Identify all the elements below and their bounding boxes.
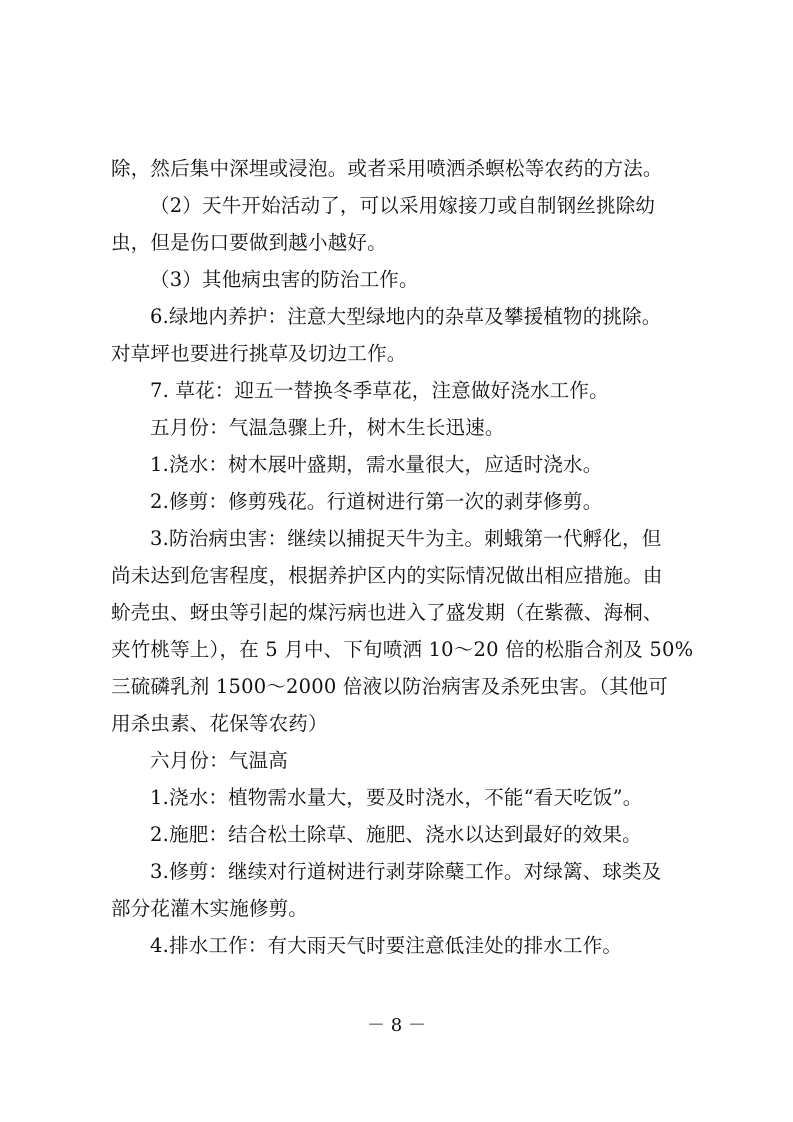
text-line: 尚未达到危害程度，根据养护区内的实际情况做出相应措施。由 [111,564,663,587]
text-line: 三硫磷乳剂 1500～2000 倍液以防治病害及杀死虫害。（其他可 [111,675,668,698]
text-line: 3.防治病虫害：继续以捕捉天牛为主。刺蛾第一代孵化，但 [150,527,662,550]
text-line: 2.修剪：修剪残花。行道树进行第一次的剥芽修剪。 [150,490,603,513]
text-line: 7. 草花：迎五一替换冬季草花，注意做好浇水工作。 [150,379,609,402]
text-line: 夹竹桃等上），在 5 月中、下旬喷洒 10～20 倍的松脂合剂及 50% [111,638,694,661]
text-line: 虫，但是伤口要做到越小越好。 [111,231,387,254]
text-line: 除，然后集中深埋或浸泡。或者采用喷洒杀螟松等农药的方法。 [111,157,663,180]
text-line: （2）天牛开始活动了，可以采用嫁接刀或自制钢丝挑除幼 [150,194,656,217]
text-line: 3.修剪：继续对行道树进行剥芽除蘖工作。对绿篱、球类及 [150,860,662,883]
body-text [111,150,701,964]
text-line: 蚧壳虫、蚜虫等引起的煤污病也进入了盛发期（在紫薇、海桐、 [111,601,663,624]
text-line: （3）其他病虫害的防治工作。 [150,268,419,291]
text-line: 用杀虫素、花保等农药） [111,712,328,735]
text-line: 部分花灌木实施修剪。 [111,897,309,920]
text-line: 6.绿地内养护：注意大型绿地内的杂草及攀援植物的挑除。 [150,305,662,328]
text-line: 1.浇水：植物需水量大，要及时浇水，不能“看天吃饭”。 [150,786,643,809]
page-number: － 8 － [367,1015,426,1036]
text-line: 五月份：气温急骤上升，树木生长迅速。 [150,416,505,439]
text-line: 六月份：气温高 [150,749,288,772]
text-line: 对草坪也要进行挑草及切边工作。 [111,342,407,365]
text-line: 4.排水工作：有大雨天气时要注意低洼处的排水工作。 [150,934,623,957]
text-line: 2.施肥：结合松土除草、施肥、浇水以达到最好的效果。 [150,823,642,846]
text-line: 1.浇水：树木展叶盛期，需水量很大，应适时浇水。 [150,453,603,476]
